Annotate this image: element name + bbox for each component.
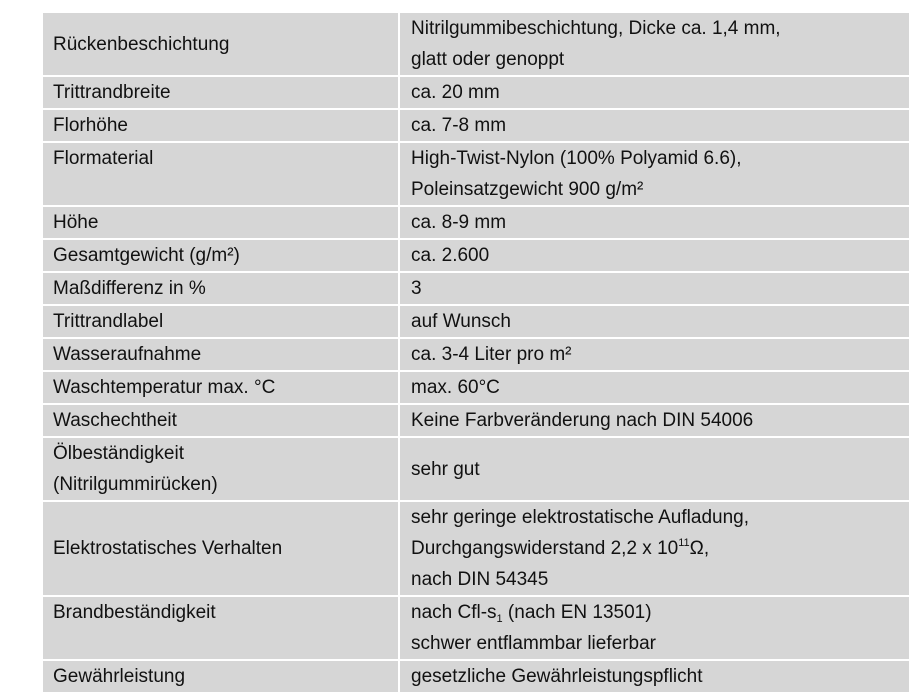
table-row bbox=[42, 596, 909, 660]
row-value: gesetzliche Gewährleistungspflicht bbox=[399, 660, 909, 693]
table-row bbox=[42, 12, 909, 76]
row-value: 3 bbox=[399, 272, 909, 305]
row-label: Flormaterial bbox=[42, 142, 399, 206]
row-label: Trittrandlabel bbox=[42, 305, 399, 338]
row-value: Keine Farbveränderung nach DIN 54006 bbox=[399, 404, 909, 437]
table-row bbox=[42, 660, 909, 693]
row-value: ca. 8-9 mm bbox=[399, 206, 909, 239]
row-label: Brandbeständigkeit bbox=[42, 596, 399, 660]
row-label: Maßdifferenz in % bbox=[42, 272, 399, 305]
row-label: Elektrostatisches Verhalten bbox=[42, 501, 399, 596]
row-value: ca. 3-4 Liter pro m² bbox=[399, 338, 909, 371]
table-row bbox=[42, 206, 909, 239]
row-value: High-Twist-Nylon (100% Polyamid 6.6), Poleinsatzgewicht 900 g/m² bbox=[399, 142, 909, 206]
table-row bbox=[42, 501, 909, 596]
table-row bbox=[42, 305, 909, 338]
row-label: Höhe bbox=[42, 206, 399, 239]
row-label: Gesamtgewicht (g/m²) bbox=[42, 239, 399, 272]
table-row bbox=[42, 371, 909, 404]
row-value: nach Cfl-$s_1$ (nach EN 13501) schwer entflammbar lieferbar bbox=[399, 596, 909, 660]
row-value: sehr geringe elektrostatische Aufladung, Durchgangswiderstand 2,2 x $10^{11}\Omega$, nach DIN 54345 bbox=[399, 501, 909, 596]
table-row bbox=[42, 142, 909, 206]
row-label: Wasseraufnahme bbox=[42, 338, 399, 371]
spec-table bbox=[41, 11, 909, 694]
row-value: ca. 20 mm bbox=[399, 76, 909, 109]
row-label: Waschtemperatur max. °C bbox=[42, 371, 399, 404]
row-value: Nitrilgummibeschichtung, Dicke ca. 1,4 mm, glatt oder genoppt bbox=[399, 12, 909, 76]
row-value: ca. 2.600 bbox=[399, 239, 909, 272]
subscript-index: 1 bbox=[496, 613, 503, 625]
table-row bbox=[42, 404, 909, 437]
row-label: Waschechtheit bbox=[42, 404, 399, 437]
table-row bbox=[42, 76, 909, 109]
row-label: Trittrandbreite bbox=[42, 76, 399, 109]
table-row bbox=[42, 338, 909, 371]
table-row bbox=[42, 437, 909, 501]
row-label: Gewährleistung bbox=[42, 660, 399, 693]
row-label: Rückenbeschichtung bbox=[42, 12, 399, 76]
table-row bbox=[42, 272, 909, 305]
table-row bbox=[42, 109, 909, 142]
row-label: Ölbeständigkeit (Nitrilgummirücken) bbox=[42, 437, 399, 501]
row-value: sehr gut bbox=[399, 437, 909, 501]
row-value: ca. 7-8 mm bbox=[399, 109, 909, 142]
row-value: auf Wunsch bbox=[399, 305, 909, 338]
row-value: max. 60°C bbox=[399, 371, 909, 404]
row-label: Florhöhe bbox=[42, 109, 399, 142]
table-row bbox=[42, 239, 909, 272]
superscript-exponent: 11 bbox=[678, 537, 690, 549]
